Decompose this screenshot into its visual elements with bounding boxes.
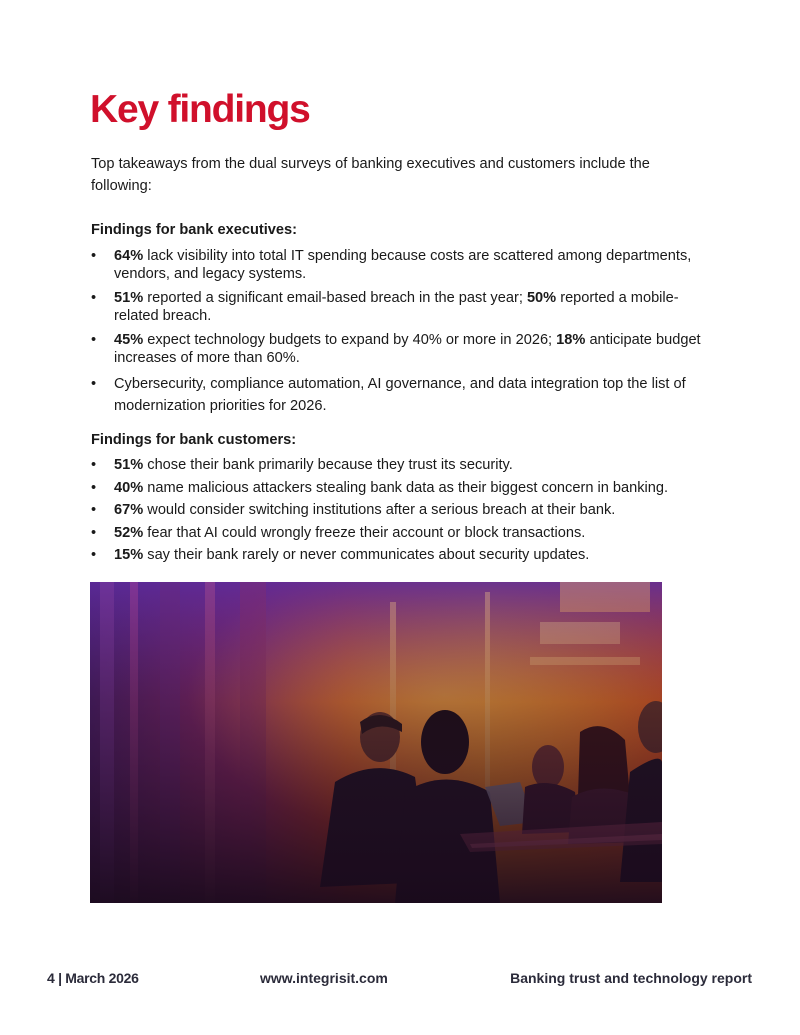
footer-page-date: 4 | March 2026 (47, 970, 139, 986)
list-item: • 51% chose their bank primarily because they trust its security. (91, 456, 701, 474)
customers-heading: Findings for bank customers: (91, 432, 297, 448)
footer-url[interactable]: www.integrisit.com (260, 970, 388, 986)
footer-report-title: Banking trust and technology report (510, 970, 752, 986)
executives-findings-list (91, 247, 701, 423)
list-item: • Cybersecurity, compliance automation, AI governance, and data integration top the list of modernization priorities for 2026. (91, 373, 701, 417)
page-title: Key findings (90, 88, 310, 131)
meeting-photo (90, 582, 662, 903)
list-item: • 45% expect technology budgets to expand by 40% or more in 2026; 18% anticipate budget increases of more than 60%. (91, 331, 701, 367)
customers-findings-list (91, 456, 701, 569)
list-item: • 64% lack visibility into total IT spending because costs are scattered among departments, vendors, and legacy systems. (91, 247, 701, 283)
list-item: • 15% say their bank rarely or never communicates about security updates. (91, 546, 701, 564)
intro-paragraph: Top takeaways from the dual surveys of banking executives and customers include the following: (91, 156, 650, 194)
list-item: • 67% would consider switching institutions after a serious breach at their bank. (91, 501, 701, 519)
list-item: • 52% fear that AI could wrongly freeze their account or block transactions. (91, 524, 701, 542)
list-item: • 51% reported a significant email-based breach in the past year; 50% reported a mobile-related breach. (91, 289, 701, 325)
executives-heading: Findings for bank executives: (91, 222, 297, 238)
list-item: • 40% name malicious attackers stealing bank data as their biggest concern in banking. (91, 479, 701, 497)
